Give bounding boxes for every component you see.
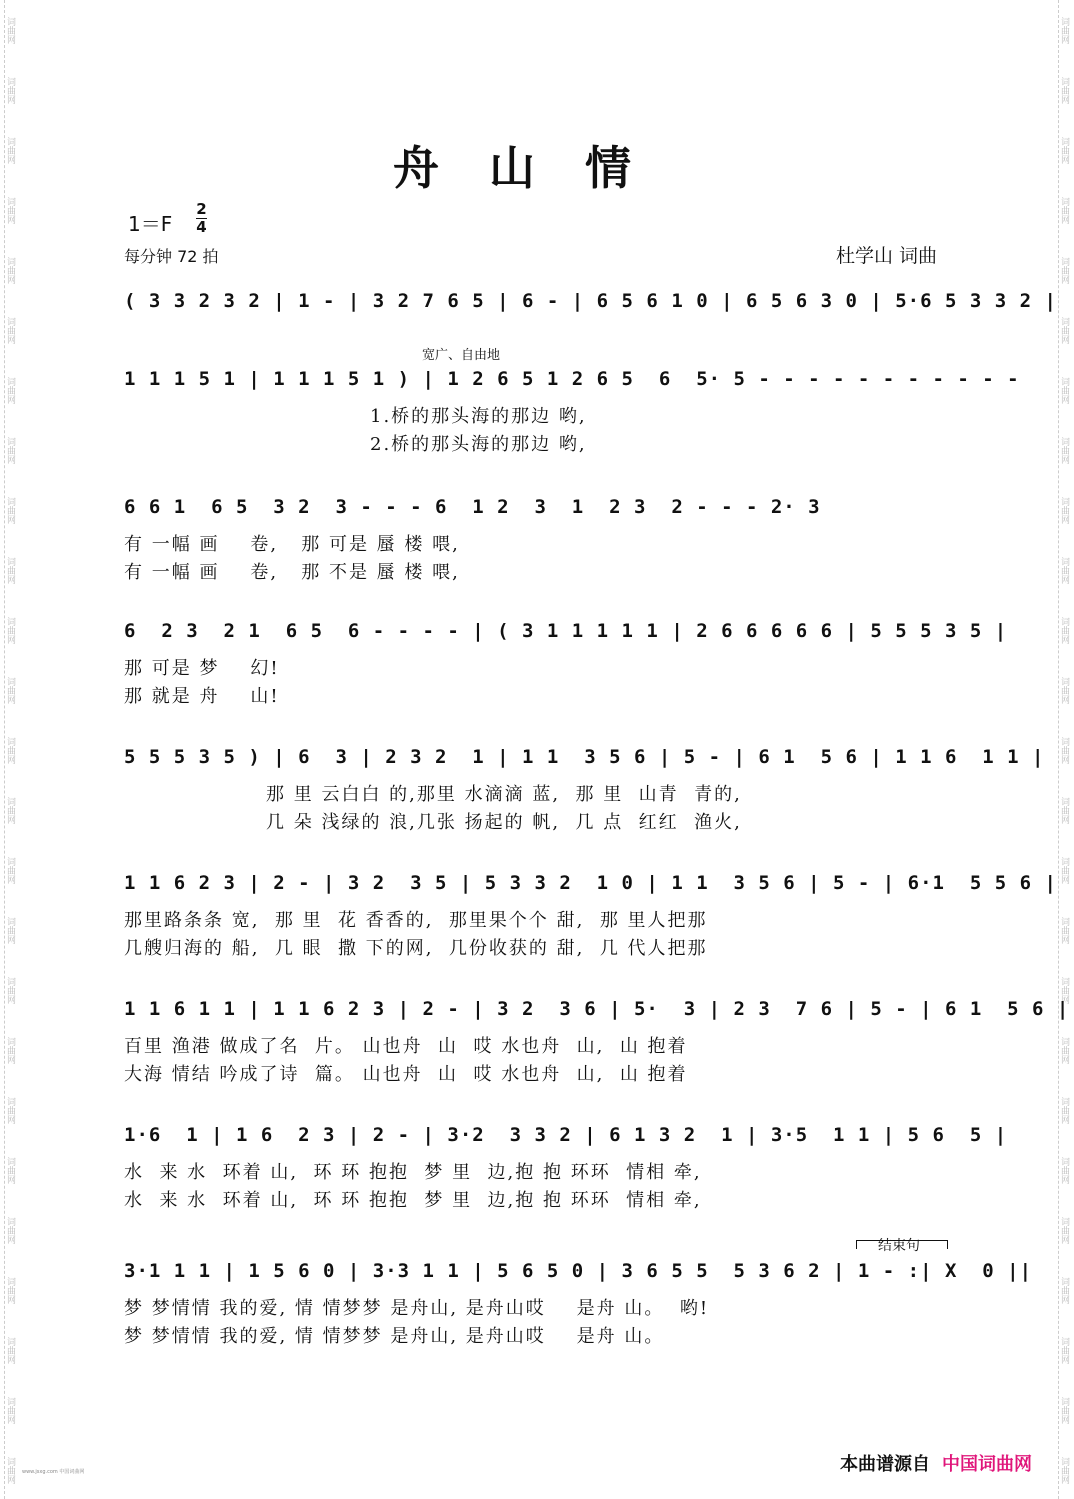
lyric-line: 大海 情结 吟成了诗 篇。 山也舟 山 哎 水也舟 山, 山 抱着 (124, 1064, 688, 1085)
source-site: 中国词曲网 (942, 1454, 1032, 1475)
source-prefix: 本曲谱源自 (840, 1454, 930, 1475)
notation-line: 1 1 6 1 1 | 1 1 6 2 3 | 2 - | 3 2 3 6 | 5· 3 | 2 3 7 6 | 5 - | 6 1 5 6 | (124, 998, 1070, 1020)
watermark-text: 词曲网 (5, 976, 15, 1004)
watermark-text: 词曲网 (1059, 256, 1069, 284)
watermark-text: 词曲网 (5, 16, 15, 44)
watermark-text: 词曲网 (1059, 16, 1069, 44)
watermark-text: 词曲网 (1059, 196, 1069, 224)
watermark-strip-right (1058, 0, 1073, 1499)
lyric-line: 那 里 云白白 的,那里 水滴滴 蓝, 那 里 山青 青的, (266, 784, 742, 805)
watermark-text: 词曲网 (5, 796, 15, 824)
lyric-line: 几 朵 浅绿的 浪,几张 扬起的 帆, 几 点 红红 渔火, (266, 812, 742, 833)
watermark-text: 词曲网 (1059, 1216, 1069, 1244)
notation-line: 6 2 3 2 1 6 5 6 - - - - | ( 3 1 1 1 1 1 | 2 6 6 6 6 6 | 5 5 5 3 5 | (124, 620, 1008, 642)
watermark-text: 词曲网 (5, 256, 15, 284)
watermark-text: 词曲网 (5, 1456, 15, 1484)
watermark-text: 词曲网 (1059, 916, 1069, 944)
notation-line: ( 3 3 2 3 2 | 1 - | 3 2 7 6 5 | 6 - | 6 5 6 1 0 | 6 5 6 3 0 | 5·6 5 3 3 2 | (124, 290, 1057, 312)
key-signature: 1＝F (128, 212, 173, 236)
watermark-text: 词曲网 (5, 1336, 15, 1364)
source-credit (840, 1450, 1032, 1476)
watermark-text: 词曲网 (5, 1156, 15, 1184)
watermark-text: 词曲网 (5, 376, 15, 404)
watermark-text: 词曲网 (5, 316, 15, 344)
lyric-line: 几艘归海的 船, 几 眼 撒 下的网, 几份收获的 甜, 几 代人把那 (124, 938, 708, 959)
watermark-text: 词曲网 (1059, 1336, 1069, 1364)
watermark-text: 词曲网 (5, 616, 15, 644)
lyric-line: 那里路条条 宽, 那 里 花 香香的, 那里果个个 甜, 那 里人把那 (124, 910, 708, 931)
lyric-line: 梦 梦情情 我的爱, 情 情梦梦 是舟山, 是舟山哎 是舟 山。 哟! (124, 1298, 710, 1319)
watermark-text: 词曲网 (1059, 1036, 1069, 1064)
watermark-text: 词曲网 (1059, 796, 1069, 824)
lyric-line: 有 一幅 画 卷, 那 可是 蜃 楼 喂, (124, 534, 460, 555)
expression-marking: 宽广、自由地 (422, 348, 501, 363)
time-signature (196, 202, 207, 235)
watermark-text: 词曲网 (5, 76, 15, 104)
watermark-text: 词曲网 (1059, 1096, 1069, 1124)
ending-label: 结束句 (878, 1238, 920, 1254)
watermark-text: 词曲网 (5, 1276, 15, 1304)
watermark-text: 词曲网 (5, 436, 15, 464)
lyric-line: 2.桥的那头海的那边 哟, (370, 434, 587, 455)
notation-line: 1 1 1 5 1 | 1 1 1 5 1 ) | 1 2 6 5 1 2 6 5 6 5· 5 - - - - - - - - - - - (124, 368, 1020, 390)
lyric-line: 有 一幅 画 卷, 那 不是 蜃 楼 喂, (124, 562, 460, 583)
watermark-text: 词曲网 (1059, 1456, 1069, 1484)
watermark-text: 词曲网 (1059, 376, 1069, 404)
watermark-text: 词曲网 (1059, 976, 1069, 1004)
watermark-text: 词曲网 (1059, 496, 1069, 524)
author-credit: 杜学山 词曲 (836, 245, 938, 267)
song-title: 舟山情 (393, 141, 681, 195)
watermark-text: 词曲网 (1059, 616, 1069, 644)
watermark-text: 词曲网 (1059, 856, 1069, 884)
watermark-text: 词曲网 (5, 136, 15, 164)
notation-line: 1 1 6 2 3 | 2 - | 3 2 3 5 | 5 3 3 2 1 0 | 1 1 3 5 6 | 5 - | 6·1 5 5 6 | (124, 872, 1057, 894)
watermark-text: 词曲网 (1059, 316, 1069, 344)
watermark-text: 词曲网 (5, 1036, 15, 1064)
watermark-text: 词曲网 (5, 676, 15, 704)
watermark-text: 词曲网 (1059, 736, 1069, 764)
lyric-line: 水 来 水 环着 山, 环 环 抱抱 梦 里 边,抱 抱 环环 情相 牵, (124, 1190, 702, 1211)
lyric-line: 水 来 水 环着 山, 环 环 抱抱 梦 里 边,抱 抱 环环 情相 牵, (124, 1162, 702, 1183)
watermark-text: 词曲网 (1059, 136, 1069, 164)
watermark-text: 词曲网 (5, 736, 15, 764)
watermark-text: 词曲网 (5, 496, 15, 524)
lyric-line: 百里 渔港 做成了名 片。 山也舟 山 哎 水也舟 山, 山 抱着 (124, 1036, 688, 1057)
watermark-text: 词曲网 (5, 916, 15, 944)
watermark-text: 词曲网 (1059, 1276, 1069, 1304)
watermark-text: 词曲网 (1059, 76, 1069, 104)
watermark-text: 词曲网 (5, 556, 15, 584)
notation-line: 6 6 1 6 5 3 2 3 - - - 6 1 2 3 1 2 3 2 - - - 2· 3 (124, 496, 821, 518)
watermark-text: 词曲网 (5, 856, 15, 884)
time-sig-top: 2 (196, 200, 207, 218)
watermark-text: 词曲网 (1059, 1396, 1069, 1424)
watermark-text: 词曲网 (1059, 676, 1069, 704)
watermark-text: 词曲网 (1059, 556, 1069, 584)
notation-line: 3·1 1 1 | 1 5 6 0 | 3·3 1 1 | 5 6 5 0 | 3 6 5 5 5 3 6 2 | 1 - :| X 0 || (124, 1260, 1033, 1282)
watermark-text: 词曲网 (1059, 436, 1069, 464)
watermark-strip-left (4, 0, 19, 1499)
time-sig-bottom: 4 (196, 218, 207, 236)
notation-line: 5 5 5 3 5 ) | 6 3 | 2 3 2 1 | 1 1 3 5 6 | 5 - | 6 1 5 6 | 1 1 6 1 1 | (124, 746, 1045, 768)
watermark-text: 词曲网 (5, 1396, 15, 1424)
watermark-text: 词曲网 (1059, 1156, 1069, 1184)
watermark-text: 词曲网 (5, 196, 15, 224)
watermark-text: 词曲网 (5, 1216, 15, 1244)
lyric-line: 那 就是 舟 山! (124, 686, 280, 707)
lyric-line: 梦 梦情情 我的爱, 情 情梦梦 是舟山, 是舟山哎 是舟 山。 (124, 1326, 665, 1347)
lyric-line: 1.桥的那头海的那边 哟, (370, 406, 587, 427)
tiny-note: www.jsxg.com 中国词曲网 (22, 1469, 85, 1475)
tempo-marking: 每分钟 72 拍 (124, 247, 219, 266)
watermark-text: 词曲网 (5, 1096, 15, 1124)
lyric-line: 那 可是 梦 幻! (124, 658, 280, 679)
notation-line: 1·6 1 | 1 6 2 3 | 2 - | 3·2 3 3 2 | 6 1 3 2 1 | 3·5 1 1 | 5 6 5 | (124, 1124, 1008, 1146)
